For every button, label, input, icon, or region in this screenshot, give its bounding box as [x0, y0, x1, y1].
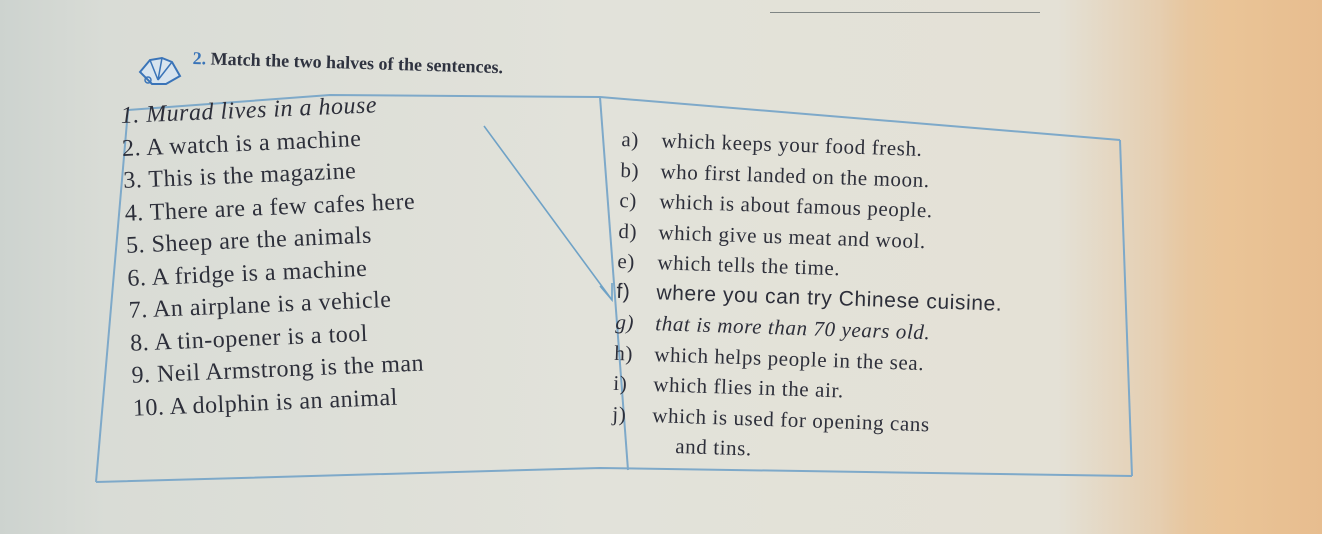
exercise-number: 2.	[192, 48, 207, 69]
left-item: 9. Neil Armstrong is the man	[131, 350, 425, 389]
right-column	[611, 124, 1008, 472]
left-item: 3. This is the magazine	[122, 158, 357, 194]
desk-edge	[1160, 0, 1322, 534]
right-item-continuation: and tins.	[674, 433, 753, 461]
right-item: e) which tells the time.	[617, 248, 841, 281]
top-rule	[770, 12, 1040, 13]
right-item: d) which give us meat and wool.	[618, 218, 927, 253]
left-item: 5. Sheep are the animals	[125, 222, 373, 259]
left-item: 1. Murad lives in a house	[120, 92, 378, 129]
left-item: 8. A tin-opener is a tool	[129, 320, 369, 357]
right-item: h) which helps people in the sea.	[614, 340, 925, 375]
exercise-heading	[192, 48, 503, 78]
right-item: i) which flies in the air.	[613, 370, 845, 403]
left-item: 6. A fridge is a machine	[126, 255, 368, 292]
right-item: j) which is used for opening cans	[612, 401, 931, 436]
right-item: f) where you can try Chinese cuisine.	[616, 279, 1003, 316]
right-item: c) which is about famous people.	[619, 187, 934, 223]
book-icon	[136, 50, 186, 90]
right-item: b) who first landed on the moon.	[620, 157, 931, 192]
left-item: 10. A dolphin is an animal	[132, 384, 399, 422]
left-item: 2. A watch is a machine	[121, 125, 362, 162]
left-item: 7. An airplane is a vehicle	[128, 286, 392, 324]
right-item: a) which keeps your food fresh.	[621, 126, 923, 161]
right-item: g) that is more than 70 years old.	[615, 309, 931, 345]
left-item: 4. There are a few cafes here	[124, 188, 416, 227]
exercise-title: Match the two halves of the sentences.	[210, 48, 504, 78]
left-column	[120, 88, 426, 425]
